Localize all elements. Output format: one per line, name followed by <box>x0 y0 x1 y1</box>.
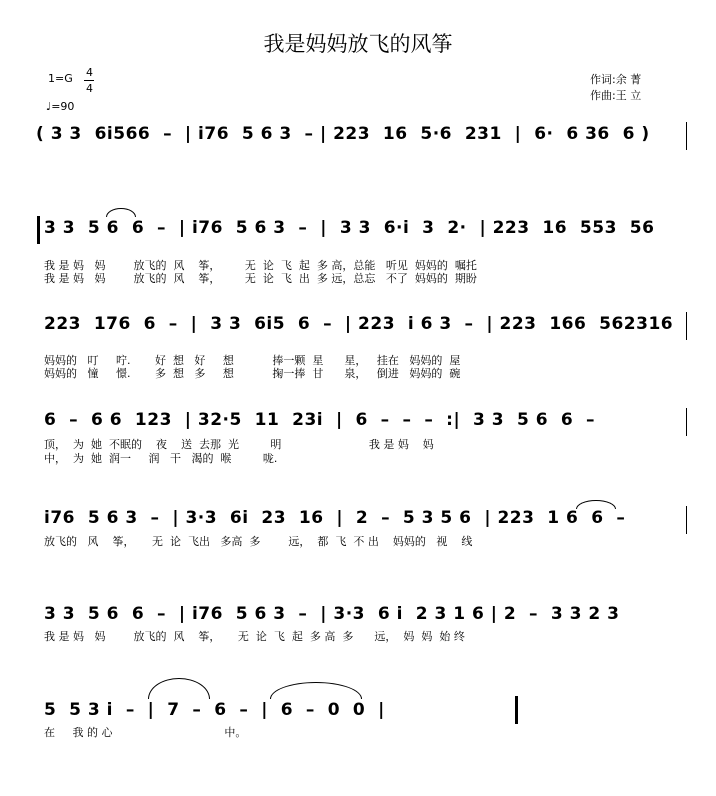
notation-line-7: 5 5 3 i – | 7 – 6 – | 6 – 0 0 | <box>44 700 385 720</box>
notation-line-3: 223 176 6 – | 3 3 6i5 6 – | 223 i 6 3 – | 223 166 562316 <box>44 314 674 334</box>
lyrics-line-5: 放飞的 风 筝， 无 论 飞出 多高 多 远， 都 飞 不 出 妈妈的 视 线 <box>44 535 473 548</box>
notation-line-4: 6 – 6 6 123 | 32·5 11 23i | 6 – – – :| 3 3 5 6 6 – <box>44 410 596 430</box>
notation-line-1: ( 3 3 6i566 – | i76 5 6 3 – | 223 16 5·6 231 | 6· 6 36 6 ) <box>36 124 650 144</box>
credits <box>590 72 641 104</box>
lyrics-line-2-verse-1: 我 是 妈 妈 放飞的 风 筝， 无 论 飞 起 多 高，总能 听见 妈妈的 嘱托 <box>44 259 477 272</box>
barline <box>686 506 687 534</box>
barline <box>686 122 687 150</box>
notation-line-2: 3 3 5 6 6 – | i76 5 6 3 – | 3 3 6·i 3 2· | 223 16 553 56 <box>44 218 655 238</box>
lyrics-line-3-verse-1: 妈妈的 叮 咛. 好 想 好 想 捧一颗 星 星， 挂在 妈妈的 屋 <box>44 354 461 367</box>
repeat-start-barline <box>37 216 40 244</box>
tie <box>106 208 136 217</box>
lyrics-line-4-verse-2: 中， 为 她 润一 润 干 渴的 喉 咙. <box>44 452 278 465</box>
lyrics-line-3-verse-2: 妈妈的 憧 憬. 多 想 多 想 掬一捧 甘 泉， 倒进 妈妈的 碗 <box>44 367 461 380</box>
lyricist: 作词:余 菁 <box>590 73 642 86</box>
time-signature-bottom: 4 <box>86 82 93 95</box>
key-signature: 1=G <box>48 72 73 85</box>
lyrics-line-4-verse-1: 顶， 为 她 不眠的 夜 送 去那 光 明 我 是 妈 妈 <box>44 438 434 451</box>
slur <box>148 678 210 699</box>
notation-line-6: 3 3 5 6 6 – | i76 5 6 3 – | 3·3 6 i 2 3 1 6 | 2 – 3 3 2 3 <box>44 604 620 624</box>
lyrics-line-7: 在 我 的 心 中。 <box>44 726 247 739</box>
notation-line-5: i76 5 6 3 – | 3·3 6i 23 16 | 2 – 5 3 5 6 | 223 1 6 6 – <box>44 508 626 528</box>
composer: 作曲:王 立 <box>590 89 642 102</box>
tie <box>576 500 616 509</box>
song-title: 我是妈妈放飞的风筝 <box>263 32 453 56</box>
time-signature-top: 4 <box>86 66 93 79</box>
barline <box>686 408 687 436</box>
lyrics-line-2-verse-2: 我 是 妈 妈 放飞的 风 筝， 无 论 飞 出 多 远，总忘 不了 妈妈的 期盼 <box>44 272 477 285</box>
tempo-marking: ♩=90 <box>46 100 75 113</box>
barline <box>686 312 687 340</box>
lyrics-line-6: 我 是 妈 妈 放飞的 风 筝， 无 论 飞 起 多 高 多 远， 妈 妈 始 终 <box>44 630 465 643</box>
time-signature-line <box>84 80 94 81</box>
final-barline <box>515 696 518 724</box>
slur <box>270 682 362 699</box>
